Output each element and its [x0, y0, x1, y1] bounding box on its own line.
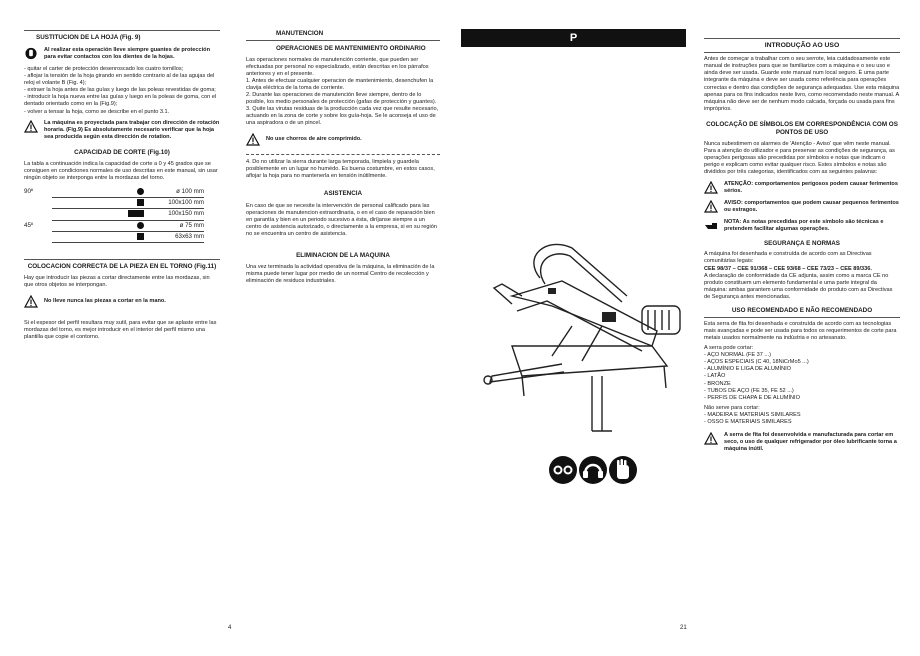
simbolos-text: Nunca subestimem os alarmes de 'Atenção - Aviso' que vêm neste manual. Para a atenção do utilizador e para preservar as condições de segurança, as operações perigosas são precedidas por símbolos e notas que indicam o perigo e explicam como evitar qualquer risco. Estes símbolos e notas são divididos por três categorias, identificados com as seguintes palavras:	[704, 140, 895, 175]
capacity-value: 100x100 mm	[144, 199, 204, 209]
aviso-note	[704, 200, 900, 214]
right-page	[704, 0, 900, 453]
seguranca-text: A máquina foi desenhada e construída de acordo com as Directivas comunitárias legais:	[704, 251, 872, 265]
rotation-warning	[24, 120, 220, 141]
language-tab: P	[461, 29, 686, 47]
middle-page	[246, 0, 440, 285]
section-title-simbolos: COLOCAÇÃO DE SÍMBOLOS EM CORRESPONDÊNCIA COM OS PONTOS DE USO	[706, 120, 898, 136]
band-saw-illustration	[452, 226, 702, 436]
cannot-cut-list	[704, 412, 900, 426]
colocacion-text2: Si el espesor del perfil resultara muy sutil, para evitar que se aplaste entre las mordazas del torno, es mejor introducir en el interior del perfil mismo una plantilla que copie el contorno.	[24, 320, 217, 341]
steps-list	[24, 66, 220, 116]
ear-protection-icon	[579, 456, 607, 484]
list-item: - ALUMÍNIO E LIGA DE ALUMÍNIO	[704, 366, 900, 373]
section-title-manutencion: MANUTENCION	[276, 30, 324, 37]
capacity-value: 100x150 mm	[144, 210, 204, 220]
warning-triangle-icon	[24, 295, 38, 308]
section-title-capacidad: CAPACIDAD DE CORTE (Fig.10)	[74, 148, 170, 156]
manutencion-intro: Las operaciones normales de manutención corriente, que pueden ser efectuadas por personal no especializado, están descritas en los párrafos anteriores y en el presente.	[246, 56, 429, 77]
ppe-icons	[549, 456, 637, 484]
step: - introducir la hoja nueva entre las guías y luego en la poleas de goma, con el dentado orientado como en la (Fig.9);	[24, 94, 217, 108]
subtitle-operaciones: OPERACIONES DE MANTENIMIENTO ORDINARIO	[276, 44, 426, 52]
section-rule	[24, 259, 220, 260]
step: - quitar el carter de protección desenroscado los cuatro tornillos;	[24, 65, 184, 72]
seguranca-directives: CEE 98/37 – CEE 91/368 – CEE 93/68 – CEE 73/23 – CEE 89/336.	[704, 265, 872, 272]
step: - volver a tensar la hoja, como se describe en el punto 3.1.	[24, 108, 170, 115]
warning-text: Al realizar esta operación lleve siempre guantes de protección para evitar contactos con los dientes de la hojas.	[44, 46, 211, 60]
section-title-uso: USO RECOMENDADO E NÃO RECOMENDADO	[731, 307, 873, 315]
list-item: - MADEIRA E MATERIAIS SIMILARES	[704, 412, 900, 419]
angle-label: 90º	[24, 188, 34, 195]
page-number-right: 21	[680, 625, 687, 631]
list-item: - TUBOS DE AÇO (FE 35, FE 52 ...)	[704, 388, 900, 395]
shape-cell	[52, 210, 144, 220]
warning-triangle-icon	[704, 181, 718, 194]
capacity-value: ø 75 mm	[144, 222, 204, 232]
section-title-introducao: INTRODUÇÃO AO USO	[764, 42, 840, 49]
capacity-value: ø 100 mm	[144, 188, 204, 198]
round-bar-icon	[137, 222, 144, 229]
shape-cell	[52, 188, 144, 198]
manutencion-item: 2. Durante las operaciones de manutención lleve siempre, dentro de lo posible, los medio personales de protección (gafas de protección y guantes).	[246, 92, 437, 106]
left-page	[24, 0, 220, 341]
warning-text: La máquina es proyectada para trabajar con dirección de rotación horaria. (Fig.9) Es absolutamente necesario verificar que la hoja sea producida según esta dirección de rotation.	[44, 119, 220, 140]
section-title-colocacion: COLOCACION CORRECTA DE LA PIEZA EN EL TORNO (Fig.11)	[27, 263, 217, 271]
warning-text: A serra de fita foi desenvolvida e manufacturada para cortar em seco, o uso de qualquer refrigerador por óleo lubrificante torna a máquina inútil.	[724, 432, 897, 453]
warning-text: No use chorros de aire comprimido.	[266, 135, 362, 142]
step: - extraer la hoja antes de las guías y luego de las poleas revestidas de goma;	[24, 87, 216, 94]
air-warning	[246, 133, 440, 146]
section-rule	[704, 52, 900, 53]
aviso-text: AVISO: comportamentos que podem causar pequenos ferimentos ou estragos.	[724, 200, 899, 214]
asistencia-text: En caso de que se necesite la intervención de personal calificado para las operaciones de manutencion extraordinaria, o en el caso de reparación bien en garantía y bien en un periodo sucesivo a ésta, diríjanse siempre a un centro de asistencia autorizado, o directamente a la empresa, si en su región no se encuentra un centro de asistencia.	[246, 202, 437, 237]
warning-triangle-icon	[704, 432, 718, 445]
warning-triangle-icon	[246, 133, 260, 146]
list-item: - LATÃO	[704, 373, 900, 380]
glove-icon	[24, 47, 38, 60]
atencao-text: ATENÇÃO: comportamentos perigosos podem causar ferimentos sérios.	[724, 181, 898, 195]
seguranca-text2: A declaração de conformidade da CE adjunta, assim como a marca CE no produto constituem um elemento fundamental e uma parte integral da máquina: ambas garantem uma conformidade do produto com as Directivas de Segurança antes mencionadas.	[704, 272, 893, 300]
warning-text: No lleve nunca las piezas a cortar en la mano.	[44, 298, 166, 304]
nota-text: NOTA: As notas precedidas por este símbolo são técnicas e pretendem facilitar algumas operações.	[724, 219, 884, 233]
warning-triangle-icon	[24, 120, 38, 133]
colocacion-text: Hay que introducir las piezas a cortar directamente entre las mordazas, sin que otros objetos se interpongan.	[24, 274, 210, 288]
list-item: - AÇO NORMAL (FE 37 ...)	[704, 352, 900, 359]
hand-warning	[24, 295, 220, 308]
page-number-left: 4	[228, 625, 232, 631]
atencao-note	[704, 181, 900, 195]
capacidad-text: La tabla a continuación indica la capacidad de corte a 0 y 45 grados que se consiguen en condiciones normales de uso descritas en este manual, sin usar ningún objeto se interponga entre la mordazas del torno.	[24, 160, 218, 181]
eliminacion-text: Una vez terminada la actividad operativa de la máquina, la eliminación de la misma puede tener lugar por medio de un normal Centro de recolección y eliminación de residuos industriales.	[246, 263, 435, 285]
angle-label	[24, 199, 52, 209]
pointing-hand-icon	[704, 219, 718, 232]
glove-warning	[24, 47, 220, 61]
dry-cut-warning	[704, 432, 900, 453]
introducao-text: Antes de começar a trabalhar com o seu serrote, leia cuidadosamente este manual de instruções para que se familiarize com a máquina e o seu uso e ainda deve ser usada. Guarde este manual num local seguro. É uma parte integrante da máquina e deve ser usada como referência para operações correctas e dentro das condições de segurança adequadas. Use esta máquina apenas para os fins indicados neste livro, como recomendado neste manual. A máquina não deve ser de nenhum modo calcada, forçada ou usada para fins impróprios.	[704, 56, 900, 112]
list-item: - AÇOS ESPECIAIS (C 40, 18NiCrMo5 ...)	[704, 359, 900, 366]
can-cut-label: A serra pode cortar:	[704, 345, 754, 352]
section-rule	[246, 40, 440, 41]
nota-note	[704, 219, 900, 233]
shape-cell	[52, 199, 144, 209]
goggles-icon	[549, 456, 577, 484]
round-bar-icon	[137, 188, 144, 195]
angle-label: 45º	[24, 221, 34, 229]
section-title-asistencia: ASISTENCIA	[323, 189, 363, 197]
list-item: - PERFIS DE CHAPA E DE ALUMÍNIO	[704, 395, 900, 402]
section-rule	[704, 317, 900, 318]
warning-triangle-icon	[704, 200, 718, 213]
section-rule	[246, 154, 440, 155]
can-cut-list	[704, 352, 900, 402]
angle-label	[24, 210, 52, 220]
section-title-eliminacion: ELIMINACION DE LA MAQUINA	[296, 252, 390, 260]
square-bar-icon	[137, 233, 144, 240]
capacity-table	[24, 188, 204, 243]
capacity-value: 63x63 mm	[144, 233, 204, 243]
shape-cell	[52, 233, 144, 243]
manutencion-item: 3. Quite las virutas residuas de la producción cada vez que resulte necesario, actuando en la zona de corte y sobre los guía-hoja. Se le aconseja el uso de una aspiradora o de un pincel.	[246, 106, 439, 127]
cannot-cut-label: Não serve para cortar:	[704, 404, 760, 411]
list-item: - OSSO E MATERIAIS SIMILARES	[704, 419, 900, 426]
angle-label	[24, 233, 52, 243]
glove-icon	[609, 456, 637, 484]
square-bar-icon	[137, 199, 144, 206]
uso-text: Esta serra de fita foi desenhada e construída de acordo com as tecnologias mais avançadas e pode ser usada para todos os requerimentos de corte para metais usados normalmente na indústria e no artesanato.	[704, 320, 897, 342]
shape-cell	[52, 222, 144, 232]
manutencion-item4: 4. Do no utilizar la sierra durante larga temporada, limpiela y guardela posiblemente en un lugar no humédo. Es buena costumbre, en estos casos, aflojar la hoja para no mantenerla en tensión inútilmente.	[246, 158, 435, 179]
list-item: - BRONZE	[704, 381, 900, 388]
section-title-seguranca: SEGURANÇA E NORMAS	[763, 239, 841, 247]
step: - aflojar la tensión de la hoja girando en sentido contrario al de las agujas del reloj el volante B (Fig. 4);	[24, 73, 215, 87]
rect-bar-icon	[128, 210, 144, 217]
manutencion-item: 1. Antes de efectuar cualquier operacion de mantenimiento, desenchufen la clavija eléctrica de la toma de corriente.	[246, 77, 434, 91]
section-title-sustitucion: SUSTITUCION DE LA HOJA (Fig. 9)	[36, 34, 141, 41]
top-rule	[704, 38, 900, 39]
top-rule	[24, 30, 220, 31]
